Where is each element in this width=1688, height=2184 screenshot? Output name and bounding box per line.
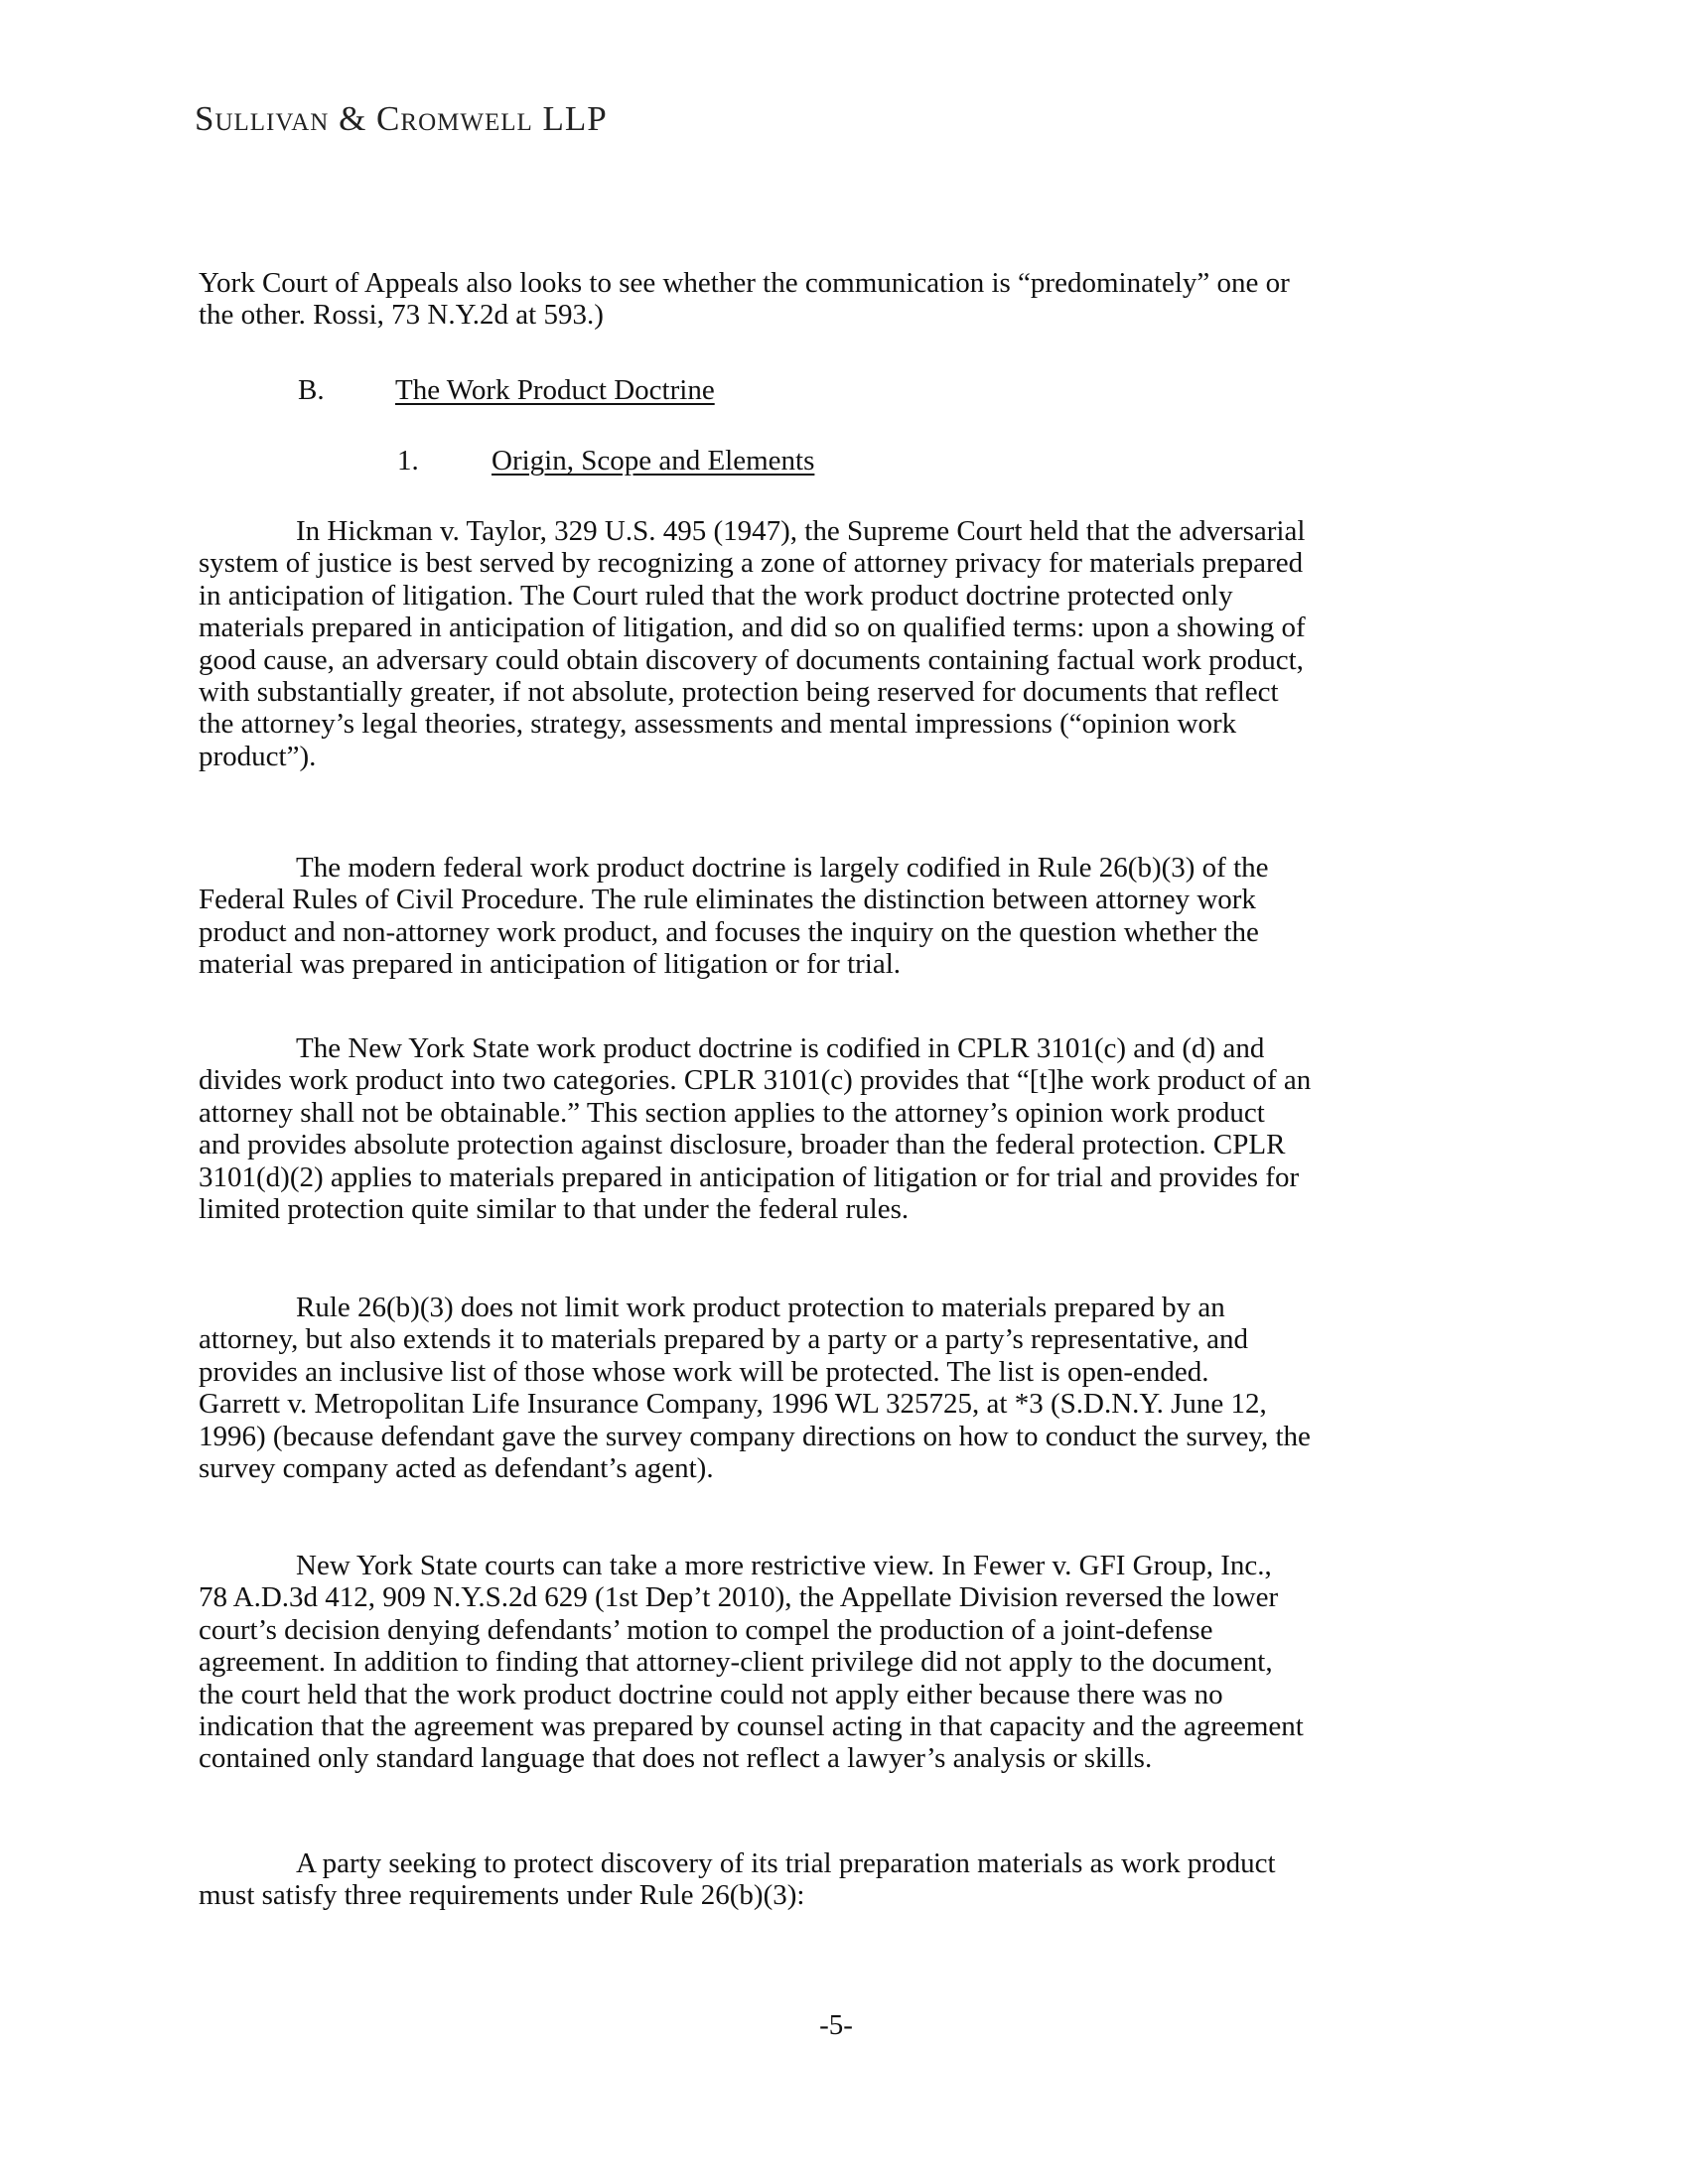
text-line: and provides absolute protection against disclosure, broader than the federal protection. CPLR — [199, 1129, 1286, 1161]
text-line: the other. Rossi, 73 N.Y.2d at 593.) — [199, 299, 604, 332]
text-line: with substantially greater, if not absolute, protection being reserved for documents that reflect — [199, 675, 1279, 708]
text-line: product and non-attorney work product, and focuses the inquiry on the question whether the — [199, 915, 1259, 948]
paragraph-hickman — [199, 515, 1306, 772]
text-line: limited protection quite similar to that under the federal rules. — [199, 1192, 910, 1225]
text-line: A party seeking to protect discovery of its trial preparation materials as work product — [296, 1847, 1276, 1879]
text-line: good cause, an adversary could obtain discovery of documents containing factual work product, — [199, 643, 1304, 676]
text-line: agreement. In addition to finding that attorney-client privilege did not apply to the document, — [199, 1646, 1273, 1679]
text-line: divides work product into two categories. CPLR 3101(c) provides that “[t]he work product of an — [199, 1064, 1312, 1097]
text-line: the court held that the work product doctrine could not apply either because there was no — [199, 1678, 1223, 1710]
text-line: survey company acted as defendant’s agent). — [199, 1451, 714, 1484]
section-number: B. — [298, 374, 325, 406]
subsection-number: 1. — [397, 445, 419, 477]
text-line: The modern federal work product doctrine is largely codified in Rule 26(b)(3) of the — [296, 852, 1269, 884]
text-line: Federal Rules of Civil Procedure. The rule eliminates the distinction between attorney work — [199, 884, 1256, 916]
text-line: attorney shall not be obtainable.” This section applies to the attorney’s opinion work product — [199, 1096, 1265, 1129]
text-line: contained only standard language that does not reflect a lawyer’s analysis or skills. — [199, 1742, 1153, 1775]
text-line: court’s decision denying defendants’ motion to compel the production of a joint-defense — [199, 1613, 1213, 1646]
text-line: material was prepared in anticipation of litigation or for trial. — [199, 948, 902, 981]
text-line: In Hickman v. Taylor, 329 U.S. 495 (1947), the Supreme Court held that the adversarial — [296, 515, 1306, 547]
paragraph-federal-rule — [199, 852, 1269, 981]
text-line: the attorney’s legal theories, strategy, assessments and mental impressions (“opinion work — [199, 708, 1237, 741]
paragraph-rule-26 — [199, 1292, 1311, 1484]
paragraph-ny-state — [199, 1032, 1311, 1225]
text-line: Garrett v. Metropolitan Life Insurance Company, 1996 WL 325725, at *3 (S.D.N.Y. June 12, — [199, 1388, 1267, 1421]
text-line: provides an inclusive list of those whose work will be protected. The list is open-ended. — [199, 1355, 1209, 1388]
text-line: York Court of Appeals also looks to see whether the communication is “predominately” one or — [199, 267, 1290, 299]
section-title: The Work Product Doctrine — [395, 374, 715, 406]
text-line: product”). — [199, 740, 317, 772]
text-line: 3101(d)(2) applies to materials prepared in anticipation of litigation or for trial and provides for — [199, 1160, 1300, 1193]
page-number: -5- — [819, 2009, 853, 2041]
text-line: 78 A.D.3d 412, 909 N.Y.S.2d 629 (1st Dep’t 2010), the Appellate Division reversed the lower — [199, 1581, 1279, 1614]
text-line: attorney, but also extends it to materials prepared by a party or a party’s representative, and — [199, 1323, 1249, 1356]
paragraph-requirements — [199, 1847, 1276, 1912]
text-line: 1996) (because defendant gave the survey company directions on how to conduct the survey, the — [199, 1420, 1311, 1452]
text-line: materials prepared in anticipation of litigation, and did so on qualified terms: upon a showing of — [199, 612, 1306, 644]
text-line: New York State courts can take a more restrictive view. In Fewer v. GFI Group, Inc., — [296, 1550, 1272, 1581]
text-line: indication that the agreement was prepared by counsel acting in that capacity and the agreement — [199, 1709, 1304, 1742]
text-line: The New York State work product doctrine is codified in CPLR 3101(c) and (d) and — [296, 1032, 1265, 1064]
text-line: Rule 26(b)(3) does not limit work product protection to materials prepared by an — [296, 1292, 1225, 1323]
paragraph-fewer — [199, 1550, 1304, 1775]
text-line: must satisfy three requirements under Rule 26(b)(3): — [199, 1879, 805, 1912]
text-line: in anticipation of litigation. The Court ruled that the work product doctrine protected only — [199, 579, 1233, 612]
text-line: system of justice is best served by recognizing a zone of attorney privacy for materials prepared — [199, 547, 1304, 580]
firm-letterhead: Sullivan & Cromwell LLP — [195, 99, 608, 138]
subsection-title: Origin, Scope and Elements — [492, 445, 815, 477]
continuation-paragraph — [199, 267, 1290, 332]
